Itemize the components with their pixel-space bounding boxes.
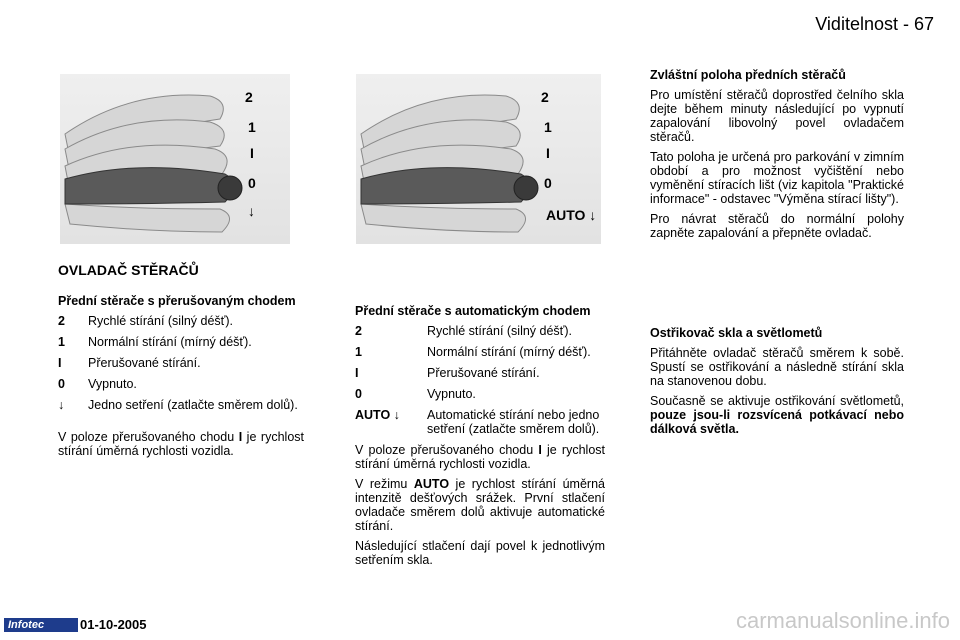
paragraph: Současně se aktivuje ostřikování světlometů, pouze jsou-li rozsvícená potkávací nebo dálková světla. [650,394,904,436]
position-key: 2 [58,314,65,328]
position-key: 1 [58,335,65,349]
paragraph: V režimu AUTO je rychlost stírání úměrná intenzitě dešťových srážek. První stlačení ovladače směrem dolů aktivuje automatické stírání. [355,477,605,533]
position-key: 0 [58,377,65,391]
position-text: Vypnuto. [427,387,476,401]
position-key: I [355,366,359,380]
label-down: ↓ [248,203,255,219]
paragraph: Následující stlačení dají povel k jednotlivým setřením skla. [355,539,605,567]
position-key: 0 [355,387,362,401]
paragraph: Přitáhněte ovladač stěračů směrem k sobě. Spustí se ostřikování a následně stírání skla na stanovenou dobu. [650,346,904,388]
wiper-stalk-figure-left [60,74,290,244]
position-list [355,324,605,436]
section-heading: Ostřikovač skla a světlometů [650,326,823,340]
infotec-logo: Infotec [4,618,78,632]
label-i: I [546,145,550,161]
wiper-stalk-illustration-left [60,74,290,244]
list-item [355,408,605,436]
position-key: 2 [355,324,362,338]
position-text: Rychlé stírání (silný déšť). [88,314,234,328]
column-right-lower [650,326,904,436]
page-title: Viditelnost - 67 [815,14,934,34]
label-auto: AUTO ↓ [546,207,597,223]
paragraph: Pro umístění stěračů doprostřed čelního skla dejte během minuty následující po vypnutí zapalování libovolný povel ovladačem stěračů. [650,88,904,144]
list-item [58,335,304,349]
position-key: 1 [355,345,362,359]
position-list [58,314,304,412]
position-text: Rychlé stírání (silný déšť). [427,324,573,338]
position-text: Přerušované stírání. [427,366,540,380]
section-heading: Zvláštní poloha předních stěračů [650,68,846,82]
watermark: carmanualsonline.info [735,608,950,633]
position-text: Vypnuto. [88,377,137,391]
paragraph: Tato poloha je určená pro parkování v zimním období a pro možnost vyčištění nebo vyměnění stíracích lišt (viz kapitola "Praktické informace" - odstavec "Výměna stírací lišty"). [650,150,904,206]
column-right [650,68,904,240]
list-item [355,345,605,359]
section-heading: OVLADAČ STĚRAČŮ [58,262,199,278]
column-left [58,262,304,458]
position-key: AUTO ↓ [355,408,400,422]
label-1: 1 [544,119,552,135]
wiper-stalk-illustration-right [356,74,601,244]
position-text: Normální stírání (mírný déšť). [88,335,252,349]
position-key: I [58,356,62,370]
position-text: Jedno setření (zatlačte směrem dolů). [88,398,298,412]
position-text: Normální stírání (mírný déšť). [427,345,591,359]
label-2: 2 [541,89,549,105]
list-item [58,398,304,412]
paragraph: V poloze přerušovaného chodu I je rychlost stírání úměrná rychlosti vozidla. [355,443,606,471]
list-item [58,356,304,370]
label-i: I [250,145,254,161]
list-item [58,377,304,391]
list-item [58,314,304,328]
label-2: 2 [245,89,253,105]
list-item [355,366,605,380]
list-item [355,324,605,338]
subheading: Přední stěrače s automatickým chodem [355,304,591,318]
label-0: 0 [544,175,552,191]
wiper-stalk-figure-right [356,74,601,244]
position-text: Přerušované stírání. [88,356,201,370]
list-item [355,387,605,401]
column-middle [355,304,605,567]
label-1: 1 [248,119,256,135]
label-0: 0 [248,175,256,191]
position-key: ↓ [58,398,65,412]
position-text: Automatické stírání nebo jedno setření (zatlačte směrem dolů). [427,408,600,436]
paragraph: Pro návrat stěračů do normální polohy zapněte zapalování a přepněte ovladač. [650,212,904,240]
subheading: Přední stěrače s přerušovaným chodem [58,294,296,308]
note-paragraph: V poloze přerušovaného chodu I je rychlost stírání úměrná rychlosti vozidla. [58,430,304,458]
footer-date: 01-10-2005 [80,617,147,632]
